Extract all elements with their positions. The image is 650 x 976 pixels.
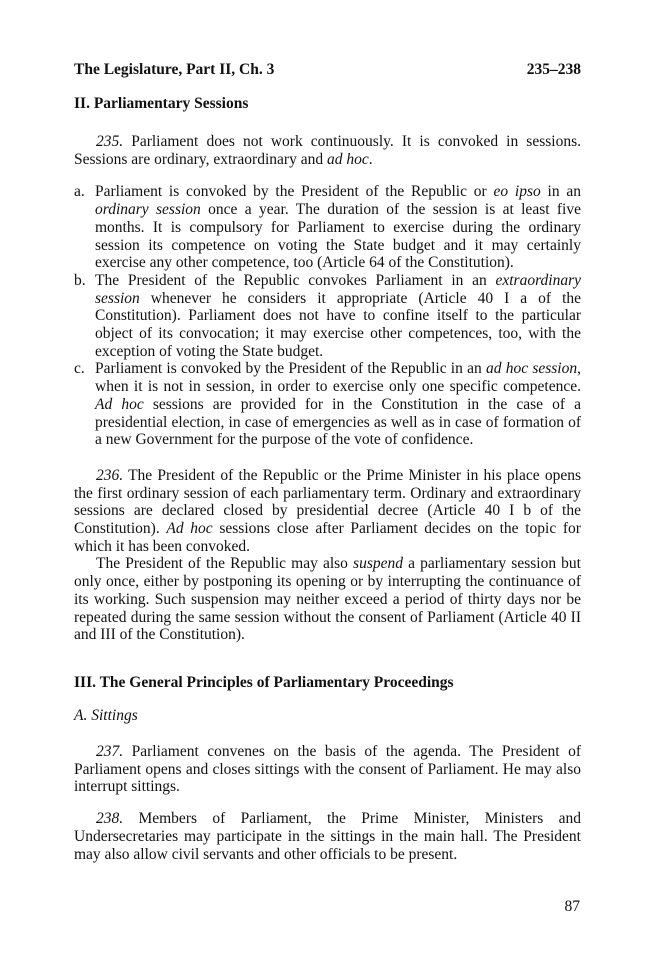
list-item-label: c. (74, 360, 85, 378)
paragraph-number: 236. (96, 466, 124, 484)
session-types-list (74, 183, 581, 449)
paragraph-237: 237. Parliament convenes on the basis of the agenda. The President of Parliament opens and closes sittings with the consent of Parliament. He may also interrupt sittings. (74, 742, 581, 796)
list-item-text: Parliament is convoked by the President of the Republic or eo ipso in an ordinary session once a year. The duration of the session is at least five months. It is compulsory for Parliament to exercise during the ordinary session its competence on voting the State budget and it may certainly exercise any other competence, too (Article 64 of the Constitution). (95, 183, 582, 272)
list-item-text: Parliament is convoked by the President of the Republic in an ad hoc session, when it is not in session, in order to exercise only one specific competence. Ad hoc sessions are provided for in the Constitution in the case of a presidential election, in case of emergencies as well as in case of formation of a new Government for the purpose of the vote of confidence. (95, 360, 581, 449)
section-iii-heading: III. The General Principles of Parliamentary Proceedings (74, 673, 454, 691)
list-item-label: b. (74, 271, 86, 289)
page-number: 87 (564, 898, 580, 915)
list-item-a (74, 183, 581, 272)
section-ii-heading: II. Parliamentary Sessions (74, 95, 249, 112)
list-item-label: a. (74, 183, 85, 201)
paragraph-number: 237. (96, 742, 124, 760)
running-head-title: The Legislature, Part II, Ch. 3 (74, 61, 275, 78)
paragraph-238: 238. Members of Parliament, the Prime Minister, Ministers and Undersecretaries may participate in the sittings in the main hall. The President may also allow civil servants and other officials to be present. (74, 810, 581, 863)
list-item-c (74, 360, 581, 449)
paragraph-235: 235. Parliament does not work continuously. It is convoked in sessions. Sessions are ordinary, extraordinary and ad hoc. (74, 133, 581, 168)
running-head (74, 60, 581, 80)
paragraph-number: 238. (96, 810, 124, 828)
paragraph-236-continued: The President of the Republic may also suspend a parliamentary session but only once, either by postponing its opening or by interrupting the continuance of its working. Such suspension may neither exceed a period of thirty days nor be repeated during the same session without the consent of Parliament (Article 40 II and III of the Constitution). (74, 555, 581, 644)
list-item-text: The President of the Republic convokes Parliament in an extraordinary session whenever he considers it appropriate (Article 40 I a of the Constitution). Parliament does not have to confine itself to the particular object of its convocation; it may exercise other competences, too, with the exception of voting the State budget. (95, 271, 581, 360)
running-head-paragraphs: 235–238 (526, 61, 581, 78)
list-item-b (74, 272, 581, 361)
page-body (74, 60, 581, 863)
paragraph-number: 235. (96, 133, 124, 150)
subsection-a-heading: A. Sittings (74, 706, 138, 724)
paragraph-236: 236. The President of the Republic or the Prime Minister in his place opens the first ordinary session of each parliamentary term. Ordinary and extraordinary sessions are declared closed by presidential decree (Article 40 I b of the Constitution). Ad hoc sessions close after Parliament decides on the topic for which it has been convoked. (74, 466, 581, 555)
